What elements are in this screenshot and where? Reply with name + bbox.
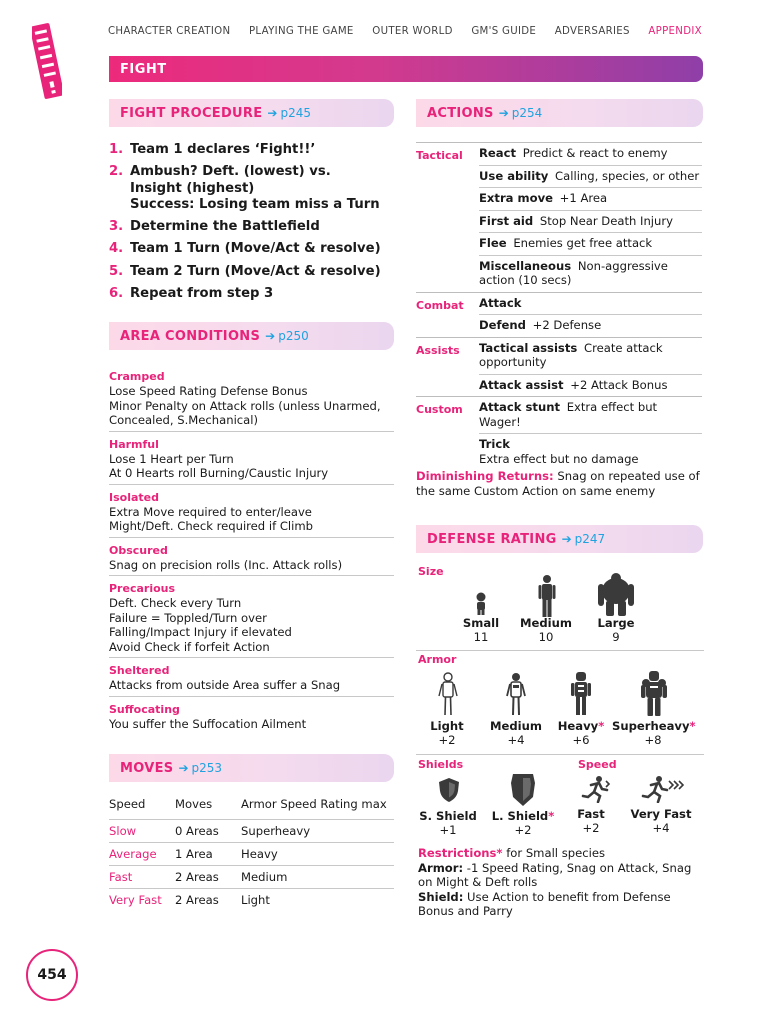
arrow-right-icon: ➔ — [265, 329, 276, 343]
arrow-right-icon: ➔ — [267, 106, 278, 120]
top-navigation — [108, 26, 702, 40]
step-number: 2. — [109, 164, 124, 180]
action-desc: Enemies get free attack — [513, 236, 653, 250]
shields-label: Shields — [418, 758, 464, 771]
nav-appendix[interactable]: APPENDIX — [648, 26, 702, 37]
restriction-star: * — [689, 719, 696, 733]
action-row — [479, 143, 702, 166]
actions-header — [416, 99, 703, 127]
break-logo — [32, 22, 62, 100]
size-value: 10 — [538, 630, 554, 644]
size-value: 11 — [473, 630, 489, 644]
condition-name: Cramped — [109, 370, 165, 383]
moves-header — [109, 754, 394, 782]
condition-item — [109, 581, 394, 658]
shield-rule-label: Shield: — [418, 889, 464, 904]
size-label: Size — [418, 565, 444, 578]
section-banner — [109, 56, 703, 82]
condition-line: Falling/Impact Injury if elevated — [109, 625, 292, 639]
speed-name: Very Fast — [630, 807, 692, 821]
action-desc: +2 Defense — [532, 318, 602, 332]
action-name: Trick — [479, 437, 510, 451]
table-row — [109, 889, 394, 912]
speed-cell: Slow — [109, 820, 175, 843]
action-name: Attack — [479, 295, 522, 310]
superheavy-armor-icon — [641, 671, 667, 717]
action-desc: Non-aggressive action (10 secs) — [479, 258, 668, 287]
condition-line: Lose 1 Heart per Turn — [109, 451, 234, 466]
nav-adversaries[interactable]: ADVERSARIES — [554, 26, 630, 37]
action-desc: Calling, species, or other — [555, 168, 700, 183]
action-category: Assists — [416, 343, 460, 357]
step-text: Team 2 Turn (Move/Act & resolve) — [130, 263, 381, 279]
defense-rating-header — [416, 525, 703, 553]
condition-item — [109, 663, 394, 697]
column-header: Speed — [109, 795, 175, 820]
small-figure-icon — [473, 592, 489, 616]
table-header-row — [109, 795, 394, 820]
action-row — [479, 293, 702, 316]
procedure-step — [109, 264, 399, 281]
step-number: 6. — [109, 285, 124, 301]
speed-cell: Average — [109, 843, 175, 866]
condition-line: Extra Move required to enter/leave — [109, 504, 312, 519]
armor-light — [418, 719, 476, 747]
action-desc: Extra effect but Wager! — [479, 400, 658, 429]
step-text: Team 1 Turn (Move/Act & resolve) — [130, 241, 381, 257]
restrictions-label: Restrictions* — [418, 846, 503, 860]
size-name: Medium — [519, 616, 572, 630]
nav-gms-guide[interactable]: GM'S GUIDE — [471, 26, 537, 37]
condition-line: Deft. Check every Turn — [109, 596, 242, 610]
armor-cell: Superheavy — [241, 820, 394, 843]
actions-title: ACTIONS — [427, 105, 494, 121]
diminishing-returns-note — [416, 469, 706, 499]
step-number: 5. — [109, 263, 124, 279]
action-name: React — [479, 146, 517, 160]
moves-cell: 0 Areas — [175, 820, 241, 843]
size-value: 9 — [612, 630, 620, 644]
action-row — [479, 166, 702, 189]
light-armor-icon — [438, 672, 458, 716]
action-group-custom — [416, 396, 702, 470]
page-number: 454 — [26, 949, 78, 1001]
condition-line: Snag on precision rolls (Inc. Attack rolls) — [109, 557, 343, 572]
armor-name: Light — [430, 719, 464, 733]
divider — [416, 650, 704, 651]
speed-fast — [566, 807, 616, 835]
action-name: Attack stunt — [479, 400, 560, 414]
fight-procedure-header — [109, 99, 394, 127]
table-row — [109, 843, 394, 866]
condition-name: Suffocating — [109, 702, 180, 716]
action-group-combat — [416, 292, 702, 337]
step-number: 3. — [109, 219, 124, 235]
armor-medium — [484, 719, 548, 747]
speed-value: +4 — [652, 821, 670, 835]
action-name: Attack assist — [479, 377, 564, 392]
condition-line: Concealed, S.Mechanical) — [109, 413, 259, 427]
fight-procedure-list — [109, 142, 399, 308]
step-text: Repeat from step 3 — [130, 285, 274, 301]
nav-playing-the-game[interactable]: PLAYING THE GAME — [248, 26, 354, 37]
procedure-step — [109, 241, 399, 258]
fight-procedure-title: FIGHT PROCEDURE — [120, 105, 263, 121]
armor-superheavy — [612, 719, 694, 747]
area-conditions-ref[interactable]: p250 — [278, 329, 309, 343]
actions-ref[interactable]: p254 — [511, 106, 543, 120]
divider — [416, 754, 704, 755]
arrow-right-icon: ➔ — [178, 761, 189, 775]
speed-label: Speed — [578, 758, 617, 771]
condition-line: You suffer the Suffocation Ailment — [109, 716, 307, 731]
action-row — [479, 188, 702, 211]
size-medium — [514, 616, 578, 644]
action-name: Use ability — [479, 168, 549, 183]
armor-value: +4 — [507, 733, 525, 747]
moves-ref[interactable]: p253 — [191, 761, 223, 775]
fight-procedure-ref[interactable]: p245 — [280, 106, 312, 120]
table-row — [109, 866, 394, 889]
nav-character-creation[interactable]: CHARACTER CREATION — [108, 26, 231, 37]
column-header: Moves — [175, 795, 241, 820]
action-row — [479, 315, 702, 337]
action-category: Custom — [416, 403, 463, 416]
condition-line: Avoid Check if forfeit Action — [109, 639, 270, 654]
restrictions-text: for Small species — [506, 846, 606, 860]
condition-name: Obscured — [109, 543, 168, 557]
action-row — [479, 211, 702, 234]
armor-name: Medium — [489, 719, 542, 733]
condition-line: Lose Speed Rating Defense Bonus — [109, 384, 308, 398]
step-text: Ambush? Deft. (lowest) vs. — [130, 164, 331, 180]
speed-cell: Fast — [109, 866, 175, 889]
condition-line: At 0 Hearts roll Burning/Caustic Injury — [109, 466, 329, 480]
fast-runner-icon — [579, 775, 613, 803]
moves-title: MOVES — [120, 760, 174, 776]
step-number: 1. — [109, 142, 124, 157]
action-name: Extra move — [479, 191, 553, 205]
procedure-step — [109, 142, 399, 159]
action-name: First aid — [479, 213, 534, 228]
restriction-star: * — [598, 719, 605, 733]
very-fast-runner-icon — [641, 775, 685, 803]
moves-cell: 2 Areas — [175, 866, 241, 889]
column-header: Armor Speed Rating max — [241, 795, 394, 820]
action-name: Defend — [479, 318, 526, 332]
action-desc: Extra effect but no damage — [479, 451, 639, 466]
area-conditions-title: AREA CONDITIONS — [120, 328, 261, 344]
condition-item — [109, 702, 394, 735]
speed-very-fast — [626, 807, 696, 835]
diminishing-returns-label: Diminishing Returns: — [416, 469, 554, 483]
condition-item — [109, 369, 394, 432]
moves-cell: 1 Area — [175, 843, 241, 866]
condition-line: Minor Penalty on Attack rolls (unless Unarmed, — [109, 398, 381, 413]
armor-cell: Light — [241, 893, 270, 907]
action-category: Combat — [416, 298, 464, 312]
arrow-right-icon: ➔ — [561, 532, 572, 546]
action-desc: Stop Near Death Injury — [539, 213, 673, 228]
condition-line: Attacks from outside Area suffer a Snag — [109, 678, 341, 692]
shield-rule-text: Use Action to benefit from Defense Bonus and Parry — [418, 889, 671, 919]
restriction-star: * — [548, 809, 555, 823]
condition-name: Sheltered — [109, 664, 170, 677]
action-row — [479, 434, 702, 470]
condition-item — [109, 490, 394, 538]
action-desc: +2 Attack Bonus — [570, 377, 668, 392]
armor-cell: Medium — [241, 866, 394, 889]
diminishing-returns-text: Snag on repeated use of the same Custom Action on same enemy — [416, 469, 700, 498]
speed-cell: Very Fast — [109, 893, 162, 907]
step-text-line3: Success: Losing team miss a Turn — [130, 197, 380, 213]
action-row — [479, 338, 702, 375]
nav-outer-world[interactable]: OUTER WORLD — [372, 26, 453, 37]
action-group-assists — [416, 337, 702, 397]
procedure-step — [109, 286, 399, 303]
action-desc: +1 Area — [559, 191, 608, 205]
moves-table — [109, 795, 394, 911]
heavy-armor-icon — [570, 672, 592, 716]
condition-name: Precarious — [109, 582, 176, 595]
action-category: Tactical — [416, 149, 463, 162]
shield-large — [486, 809, 560, 837]
step-text: Team 1 declares ‘Fight!!’ — [130, 142, 316, 157]
banner-title: FIGHT — [120, 61, 167, 77]
shield-small — [416, 809, 480, 837]
size-name: Large — [597, 616, 635, 630]
shield-name: L. Shield — [491, 809, 549, 823]
action-desc: Predict & react to enemy — [522, 146, 668, 160]
restrictions-note — [418, 846, 708, 919]
action-row — [479, 233, 702, 256]
action-row — [479, 375, 702, 397]
defense-rating-ref[interactable]: p247 — [574, 532, 606, 546]
shield-value: +1 — [439, 823, 457, 837]
defense-rating-title: DEFENSE RATING — [427, 531, 557, 547]
area-conditions-list — [109, 369, 394, 739]
armor-cell: Heavy — [241, 843, 394, 866]
table-row — [109, 820, 394, 843]
condition-line: Failure = Toppled/Turn over — [109, 610, 267, 625]
condition-name: Isolated — [109, 490, 159, 504]
condition-item — [109, 437, 394, 485]
small-shield-icon — [438, 777, 460, 803]
speed-name: Fast — [577, 807, 605, 821]
action-name: Miscellaneous — [479, 258, 572, 273]
shield-name: S. Shield — [419, 809, 477, 823]
size-large — [586, 616, 646, 644]
step-number: 4. — [109, 241, 124, 257]
armor-name: Superheavy — [612, 719, 690, 733]
condition-item — [109, 543, 394, 577]
arrow-right-icon: ➔ — [498, 106, 509, 120]
armor-rule-label: Armor: — [418, 860, 464, 875]
condition-line: Might/Deft. Check required if Climb — [109, 519, 314, 533]
armor-name: Heavy — [557, 719, 599, 733]
medium-figure-icon — [537, 574, 557, 618]
speed-value: +2 — [582, 821, 600, 835]
armor-rule-text: -1 Speed Rating, Snag on Attack, Snag on Might & Deft rolls — [418, 860, 692, 890]
armor-value: +2 — [438, 733, 456, 747]
armor-heavy — [552, 719, 610, 747]
armor-value: +6 — [572, 733, 590, 747]
size-name: Small — [462, 616, 500, 630]
size-small — [451, 616, 511, 644]
action-group-tactical — [416, 142, 702, 292]
procedure-step — [109, 219, 399, 236]
action-row — [479, 397, 702, 434]
condition-name: Harmful — [109, 437, 159, 451]
procedure-step — [109, 164, 399, 214]
step-text-line2: Insight (highest) — [130, 180, 255, 196]
armor-label: Armor — [418, 653, 457, 666]
medium-armor-icon — [506, 672, 526, 716]
armor-value: +8 — [644, 733, 662, 747]
action-row — [479, 256, 702, 292]
area-conditions-header — [109, 322, 394, 350]
action-name: Flee — [479, 236, 507, 250]
action-name: Tactical assists — [479, 340, 578, 355]
step-text: Determine the Battlefield — [130, 219, 320, 235]
action-desc: Create attack opportunity — [479, 340, 663, 369]
moves-cell: 2 Areas — [175, 893, 219, 907]
actions-table — [416, 142, 702, 470]
large-shield-icon — [510, 773, 536, 807]
large-figure-icon — [597, 571, 635, 617]
shield-value: +2 — [514, 823, 532, 837]
